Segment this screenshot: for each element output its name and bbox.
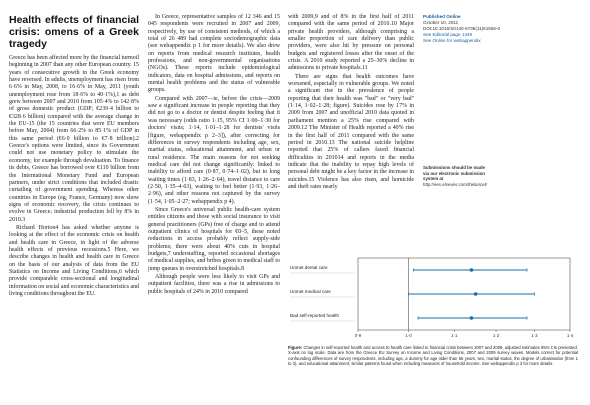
paragraph: There are signs that health outcomes have worsened, especially in vulnerable groups. We noted a significant rise in the prevalence of people reporting that their health was "bad" or "very bad" (1·14, 1·02–1·28; figure). Suicides rose by 17% in 2009 from 2007 and unofficial 2010 data quoted in parliament mention a 25% rise compared with 2009.12 The Minister of Health reported a 40% rise in the first half of 2011 compared with the same period in 2010.13 The national suicide helpline reported that 25% of callers faced financial difficulties in 201014 and reports in the media indicate that the inability to repay high levels of personal debt might be a key factor in the increase in suicides.15 Violence has also risen, and homicide and theft rates nearly (288, 73, 414, 190)
x-tick-label: 1·1 (451, 333, 458, 338)
article-column-2 (148, 14, 280, 297)
publication-meta (423, 14, 513, 44)
paragraph: In Greece, representative samples of 12 346 and 15 045 respondents were recruited in 2007 and 2009, respectively, by use of consistent methods, of which a total of 26 489 had complete sociodemographic data (see webappendix p 1 for more details). We also drew on reports from medical research institutes, health professions, and non-governmental organisations (NGOs). These reports include epidemiological indicators, data on hospital admissions, and reports on mental health problems and the status of vulnerable groups. (148, 14, 280, 94)
paragraph: Although people were less likely to visit GPs and outpatient facilities, there was a rise in admissions to public hospitals of 24% in 2010 compared (148, 274, 280, 295)
row-label: Bad self-reported health (290, 313, 340, 318)
article-column-3 (288, 14, 414, 192)
paragraph: Greece has been affected more by the financial turmoil beginning in 2007 than any other European country. 15 years of consecutive growth in the Greek economy have reversed. In adults, unemployment has risen from 6·6% in May, 2008, to 16·6% in May, 2011 (youth unemployment rose from 18·6% to 40·1%),1 as debt grew between 2007 and 2010 from 105·4% to 142·8% of gross domestic product (GDP; €239·4 billion to €328·6 billion) compared with the average change in the EU-15 (the 15 countries that were EU members before May, 2004) from 66·2% to 85·1% of GDP in this same period (€6·0 billion to €7·8 trillion).2 Greece's options were limited, since its Government could not use monetary policy to stimulate the economy, for example through devaluation. To finance its debts, Greece has borrowed over €110 billion from the International Monetary Fund and European partners, under strict conditions that included drastic curtailing of government spending. Whereas other countries in Europe (eg, France, Germany) now show signs of economic recovery, the crisis continues to evolve in Greece; industrial production fell by 8% in 2010.3 (9, 55, 139, 223)
forest-plot (288, 252, 578, 402)
paragraph: Compared with 2007—ie, before the crisis—2009 saw a significant increase in people reporting that they did not go to a doctor or dentist despite feeling that it was necessary (odds ratio 1·15, 95% CI 1·00–1·30 for doctors' visits; 1·14, 1·01–1·28 for dentists' visits [figure, webappendix p 2–3]), after correcting for differences in survey respondents including age, sex, marital status, educational attainment, and urban or rural residence. The main reasons for not seeking medical care did not change significantly: linked to inability to afford care (0·87, 0·74–1·02), but to long waiting times (1·83, 1·26–2·64), travel distance to care (2·50, 1·35–4·63), waiting to feel better (1·93, 1·26–2·96), and other reasons not captured by the survey (1·54, 1·05–2·27; webappendix p 4). (148, 95, 280, 205)
paragraph: Since Greece's universal public health-care system entitles citizens and those with social insurance to visit general practitioners (GPs) free of charge and to attend outpatient clinics of hospitals for €0–5, these noted reductions in access probably reflect supply-side problems; there were about 40% cuts in hospital budgets,7 understaffing, reported occasional shortages of medical supplies, and bribes given to medical staff to jump queues in overstretched hospitals.8 (148, 206, 280, 272)
article-column-1 (9, 14, 139, 299)
submission-url[interactable]: http://ees.elsevier.com/thelancet/ (423, 182, 488, 188)
article-title: Health effects of financial crisis: omens of a Greek tragedy (9, 14, 139, 50)
x-tick-label: 1·3 (531, 333, 538, 338)
x-tick-label: 0·9 (354, 333, 362, 338)
webappendix-link[interactable]: See Online for webappendix (423, 37, 481, 43)
paragraph: Richard Horton4 has asked whether anyone is looking at the effect of the economic crisis on health and health care in Greece, in light of the adverse health effects of previous recessions.5 Here, we describe changes in health and health care in Greece on the basis of our analysis of data from the EU Statistics on Income and Living Conditions,6 which provide comparable cross-sectional and longitudinal information on social and economic characteristics and living conditions throughout the EU. (9, 224, 139, 297)
row-label: Unmet dental care (290, 265, 328, 270)
x-tick-label: 1·2 (492, 333, 500, 338)
paragraph: with 2009,9 and of 8% in the first half of 2011 compared with the same period of 2010.10 Major private health providers, although comprising a smaller proportion of care delivery than public providers, were also hit by pressure on personal budgets and registered losses after the onset of the crisis. A 2010 study reported a 25–30% decline in admissions to private hospitals.11 (288, 14, 414, 72)
submission-text: Submissions should be made via our electronic submission system at (423, 165, 485, 182)
editorial-link[interactable]: See Editorial page 1449 (423, 31, 473, 37)
estimate-point (470, 316, 474, 320)
figure-caption (288, 345, 578, 367)
x-tick-label: 1·4 (566, 333, 574, 338)
caption-label: Figure: (288, 345, 303, 350)
x-tick-label: 1·0 (405, 333, 412, 338)
publication-date: October 10, 2011 (423, 19, 459, 25)
submission-note (423, 165, 489, 188)
caption-text: Changes in self-reported health and access to health care linked to financial crisis between 2007 and 2009, adjusted estimates 95% CIs presented. X-axis on log scale. Data are from the Greece EU Survey on Income and Living Conditions, 2007 and 2009 survey waves. Models correct for potential confounding differences of survey respondents, including age, a dummy for age older than 65 years, sex, marital status, the degree of urbanisation (from 1 to 3), and educational attainment; similar patterns found when including measures of household income. See webappendix p 3 for more details. (288, 345, 578, 367)
estimate-point (474, 292, 478, 296)
published-online-label: Published Online (423, 14, 461, 19)
forest-plot-svg (288, 252, 578, 344)
row-label: Unmet medical care (290, 289, 331, 294)
doi: DOI:10.1016/S0140-6736(11)61556-0 (423, 25, 501, 31)
estimate-point (470, 268, 474, 272)
